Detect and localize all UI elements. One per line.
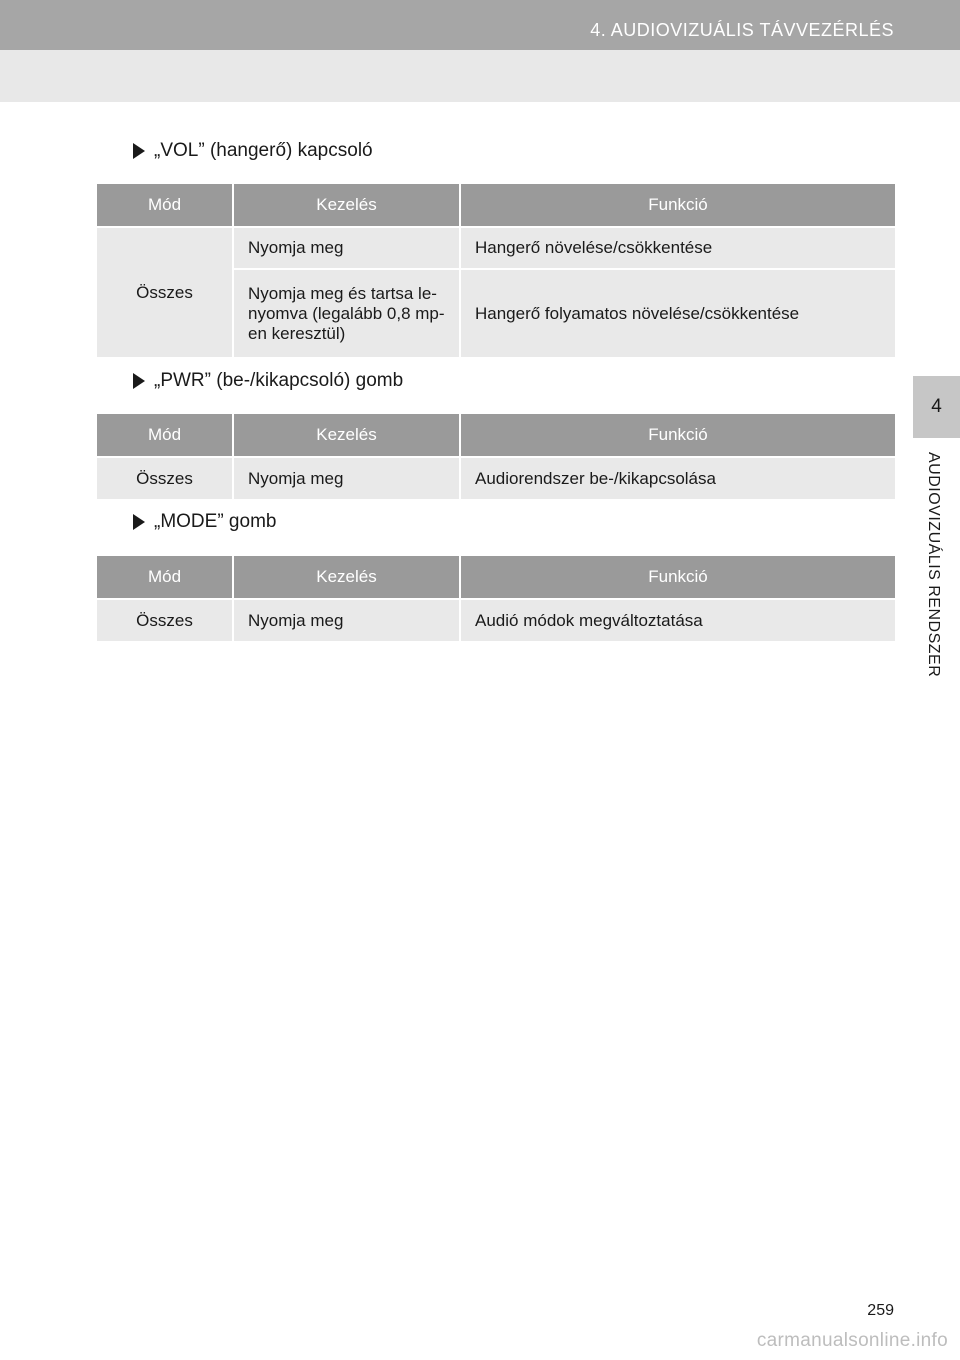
watermark: carmanualsonline.info [756,1330,948,1351]
section-heading-text: „PWR” (be-/kikapcsoló) gomb [154,370,404,391]
column-header-mode: Mód [97,556,233,599]
function-cell: Hangerő folyamatos növelése/csökkentése [460,269,895,357]
operation-cell: Nyomja meg [233,599,460,641]
column-header-operation: Kezelés [233,556,460,599]
table-row [97,227,895,269]
chapter-side-label: AUDIOVIZUÁLIS RENDSZER [925,452,942,678]
arrow-right-icon [133,373,145,389]
mode-button-table [97,556,895,641]
operation-cell: Nyomja meg [233,227,460,269]
mode-cell: Összes [97,457,233,499]
chapter-tab [913,376,960,438]
function-cell: Audiorendszer be-/kikapcsolása [460,457,895,499]
column-header-function: Funkció [460,414,895,457]
arrow-right-icon [133,514,145,530]
table-header-row [97,556,895,599]
vol-switch-table [97,184,895,357]
mode-cell: Összes [97,227,233,357]
column-header-function: Funkció [460,184,895,227]
table-row [97,599,895,641]
operation-cell: Nyomja meg [233,457,460,499]
operation-cell: Nyomja meg és tartsa le-nyomva (legalább 0,8 mp-en keresztül) [233,269,460,357]
column-header-mode: Mód [97,414,233,457]
header-subbar [0,50,960,102]
section-heading-mode [133,511,276,533]
arrow-right-icon [133,143,145,159]
section-heading-text: „VOL” (hangerő) kapcsoló [154,140,373,161]
table-header-row [97,414,895,457]
table-row [97,457,895,499]
section-heading-pwr [133,370,403,392]
mode-cell: Összes [97,599,233,641]
table-header-row [97,184,895,227]
page-number: 259 [867,1302,894,1319]
function-cell: Hangerő növelése/csökkentése [460,227,895,269]
chapter-title: 4. AUDIOVIZUÁLIS TÁVVEZÉRLÉS [590,20,894,40]
pwr-button-table [97,414,895,499]
section-heading-vol [133,140,373,162]
column-header-function: Funkció [460,556,895,599]
header-bar [0,0,960,50]
column-header-mode: Mód [97,184,233,227]
column-header-operation: Kezelés [233,414,460,457]
function-cell: Audió módok megváltoztatása [460,599,895,641]
column-header-operation: Kezelés [233,184,460,227]
chapter-number: 4 [931,396,942,417]
section-heading-text: „MODE” gomb [154,511,277,532]
